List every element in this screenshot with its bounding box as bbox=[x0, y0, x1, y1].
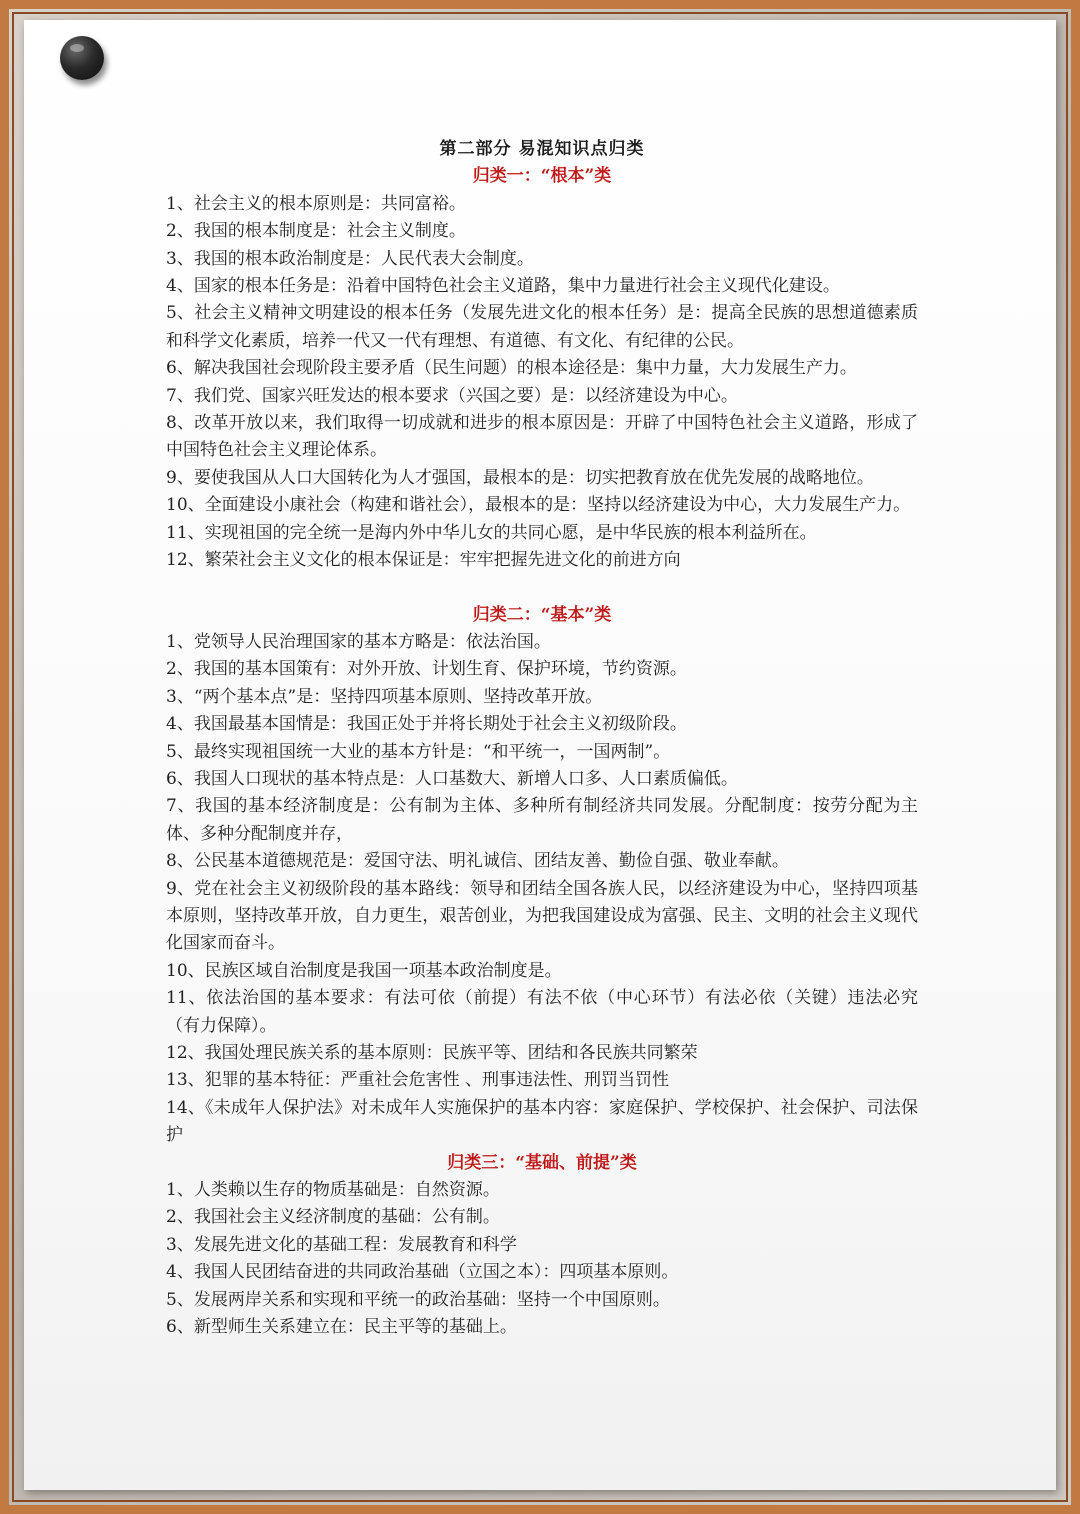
list-item: 3、我国的根本政治制度是：人民代表大会制度。 bbox=[166, 248, 534, 269]
document-body bbox=[166, 136, 918, 1341]
list-item: 11、依法治国的基本要求：有法可依（前提）有法不依（中心环节）有法必依（关键）违法必究（有力保障）。 bbox=[166, 988, 918, 1036]
section-heading-root: 归类一：“根本”类 bbox=[472, 166, 612, 187]
list-item: 6、我国人口现状的基本特点是：人口基数大、新增人口多、人口素质偏低。 bbox=[166, 768, 738, 789]
list-item: 12、繁荣社会主义文化的根本保证是：牢牢把握先进文化的前进方向 bbox=[166, 550, 681, 571]
list-item: 3、发展先进文化的基础工程：发展教育和科学 bbox=[166, 1234, 517, 1255]
list-item: 4、我国最基本国情是：我国正处于并将长期处于社会主义初级阶段。 bbox=[166, 714, 687, 735]
list-item: 1、人类赖以生存的物质基础是：自然资源。 bbox=[166, 1180, 500, 1201]
list-item: 9、党在社会主义初级阶段的基本路线：领导和团结全国各族人民，以经济建设为中心，坚持四项基本原则，坚持改革开放，自力更生，艰苦创业，为把我国建设成为富强、民主、文明的社会主义现代化国家而奋斗。 bbox=[166, 878, 918, 954]
list-item: 5、社会主义精神文明建设的根本任务（发展先进文化的根本任务）是：提高全民族的思想道德素质和科学文化素质，培养一代又一代有理想、有道德、有文化、有纪律的公民。 bbox=[166, 303, 918, 351]
section-heading-basic: 归类二：“基本”类 bbox=[472, 604, 612, 625]
list-item: 8、改革开放以来，我们取得一切成就和进步的根本原因是：开辟了中国特色社会主义道路，形成了中国特色社会主义理论体系。 bbox=[166, 413, 918, 461]
list-item: 3、“两个基本点”是：坚持四项基本原则、坚持改革开放。 bbox=[166, 686, 603, 707]
paper-sheet bbox=[24, 20, 1056, 1490]
list-item: 10、全面建设小康社会（构建和谐社会），最根本的是：坚持以经济建设为中心，大力发展生产力。 bbox=[166, 495, 911, 516]
list-item: 2、我国的基本国策有：对外开放、计划生育、保护环境，节约资源。 bbox=[166, 659, 687, 680]
list-item: 1、党领导人民治理国家的基本方略是：依法治国。 bbox=[166, 631, 551, 652]
list-item: 2、我国社会主义经济制度的基础：公有制。 bbox=[166, 1207, 500, 1228]
list-item: 6、解决我国社会现阶段主要矛盾（民生问题）的根本途径是：集中力量，大力发展生产力。 bbox=[166, 358, 857, 379]
document-title: 第二部分 易混知识点归类 bbox=[439, 139, 645, 159]
list-item: 11、实现祖国的完全统一是海内外中华儿女的共同心愿，是中华民族的根本利益所在。 bbox=[166, 522, 817, 543]
list-item: 10、民族区域自治制度是我国一项基本政治制度是。 bbox=[166, 960, 562, 981]
list-item: 4、我国人民团结奋进的共同政治基础（立国之本）：四项基本原则。 bbox=[166, 1262, 679, 1283]
section-spacer bbox=[166, 575, 918, 602]
pushpin-icon bbox=[52, 32, 110, 90]
list-item: 6、新型师生关系建立在：民主平等的基础上。 bbox=[166, 1317, 517, 1338]
list-item: 1、社会主义的根本原则是：共同富裕。 bbox=[166, 193, 466, 214]
list-item: 14、《未成年人保护法》对未成年人实施保护的基本内容：家庭保护、学校保护、社会保护、司法保护 bbox=[166, 1097, 918, 1146]
list-item: 5、最终实现祖国统一大业的基本方针是：“和平统一，一国两制”。 bbox=[166, 741, 671, 762]
list-item: 5、发展两岸关系和实现和平统一的政治基础：坚持一个中国原则。 bbox=[166, 1289, 670, 1310]
list-item: 9、要使我国从人口大国转化为人才强国，最根本的是：切实把教育放在优先发展的战略地位。 bbox=[166, 467, 874, 488]
list-item: 2、我国的根本制度是：社会主义制度。 bbox=[166, 221, 466, 242]
list-item: 13、犯罪的基本特征：严重社会危害性 、刑事违法性、刑罚当罚性 bbox=[166, 1070, 670, 1091]
section-heading-foundation: 归类三：“基础、前提”类 bbox=[447, 1152, 637, 1173]
list-item: 7、我国的基本经济制度是：公有制为主体、多种所有制经济共同发展。分配制度：按劳分配为主体、多种分配制度并存， bbox=[166, 796, 918, 844]
list-item: 12、我国处理民族关系的基本原则：民族平等、团结和各民族共同繁荣 bbox=[166, 1043, 698, 1063]
list-item: 7、我们党、国家兴旺发达的根本要求（兴国之要）是：以经济建设为中心。 bbox=[166, 385, 738, 406]
list-item: 8、公民基本道德规范是：爱国守法、明礼诚信、团结友善、勤俭自强、敬业奉献。 bbox=[166, 851, 789, 872]
list-item: 4、国家的根本任务是：沿着中国特色社会主义道路，集中力量进行社会主义现代化建设。 bbox=[166, 276, 840, 297]
